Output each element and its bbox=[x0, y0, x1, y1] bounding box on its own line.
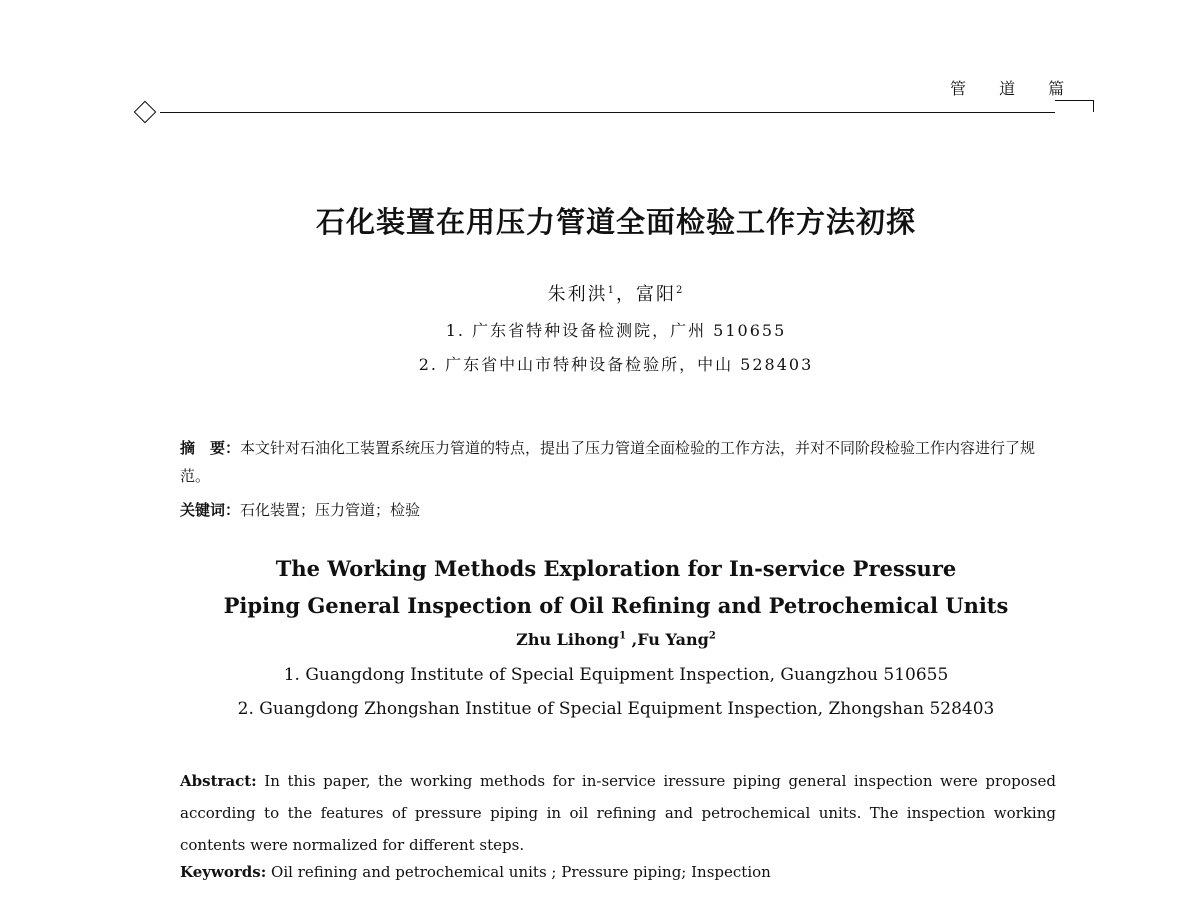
english-abstract-label: Abstract: bbox=[180, 772, 257, 790]
chinese-keywords-label: 关键词： bbox=[180, 501, 241, 519]
author-separator: , bbox=[626, 630, 638, 649]
header-rule bbox=[160, 112, 1055, 113]
english-keywords-text: Oil refining and petrochemical units ; Pressure piping; Inspection bbox=[271, 863, 771, 881]
english-abstract bbox=[180, 765, 1056, 861]
english-affiliation-2: 2. Guangdong Zhongshan Institue of Special Equipment Inspection, Zhongshan 528403 bbox=[237, 699, 995, 719]
english-authors bbox=[0, 630, 1200, 649]
author-separator: ， bbox=[616, 284, 636, 305]
author-affiliation-marker: 2 bbox=[676, 285, 685, 296]
english-keywords bbox=[180, 860, 1056, 884]
chinese-affiliation-2: 2. 广东省中山市特种设备检验所，中山 528403 bbox=[418, 355, 814, 374]
chinese-authors bbox=[0, 280, 1200, 306]
chinese-affiliation-1: 1. 广东省特种设备检测院，广州 510655 bbox=[445, 321, 787, 340]
chinese-keywords bbox=[180, 498, 1060, 522]
author-affiliation-marker: 1 bbox=[619, 630, 627, 642]
author-name: Zhu Lihong bbox=[516, 630, 620, 649]
author-affiliation-marker: 2 bbox=[708, 630, 716, 642]
english-title-line-1: The Working Methods Exploration for In-service Pressure bbox=[275, 556, 957, 581]
english-title-line-2: Piping General Inspection of Oil Refining and Petrochemical Units bbox=[223, 593, 1009, 618]
diamond-ornament-icon bbox=[134, 101, 157, 124]
chinese-title: 石化装置在用压力管道全面检验工作方法初探 bbox=[315, 205, 916, 239]
english-affiliation-1: 1. Guangdong Institute of Special Equipment Inspection, Guangzhou 510655 bbox=[283, 665, 949, 685]
chinese-keywords-text: 石化装置；压力管道；检验 bbox=[240, 501, 421, 519]
chinese-abstract bbox=[180, 434, 1060, 490]
section-label: 管 道 篇 bbox=[950, 79, 1079, 98]
english-abstract-text: In this paper, the working methods for in-service iressure piping general inspection were proposed according to the features of pressure piping in oil refining and petrochemical units. The inspection working contents were normalized for different steps. bbox=[180, 772, 1056, 854]
author-name: Fu Yang bbox=[637, 630, 709, 649]
author-affiliation-marker: 1 bbox=[607, 285, 616, 296]
header-rule-stub bbox=[1055, 100, 1094, 112]
chinese-abstract-label: 摘 要： bbox=[180, 439, 241, 457]
author-name: 朱利洪 bbox=[547, 284, 608, 305]
author-name: 富阳 bbox=[636, 284, 676, 305]
english-keywords-label: Keywords: bbox=[180, 863, 267, 881]
chinese-abstract-text: 本文针对石油化工装置系统压力管道的特点，提出了压力管道全面检验的工作方法，并对不同阶段检验工作内容进行了规范。 bbox=[180, 439, 1036, 485]
